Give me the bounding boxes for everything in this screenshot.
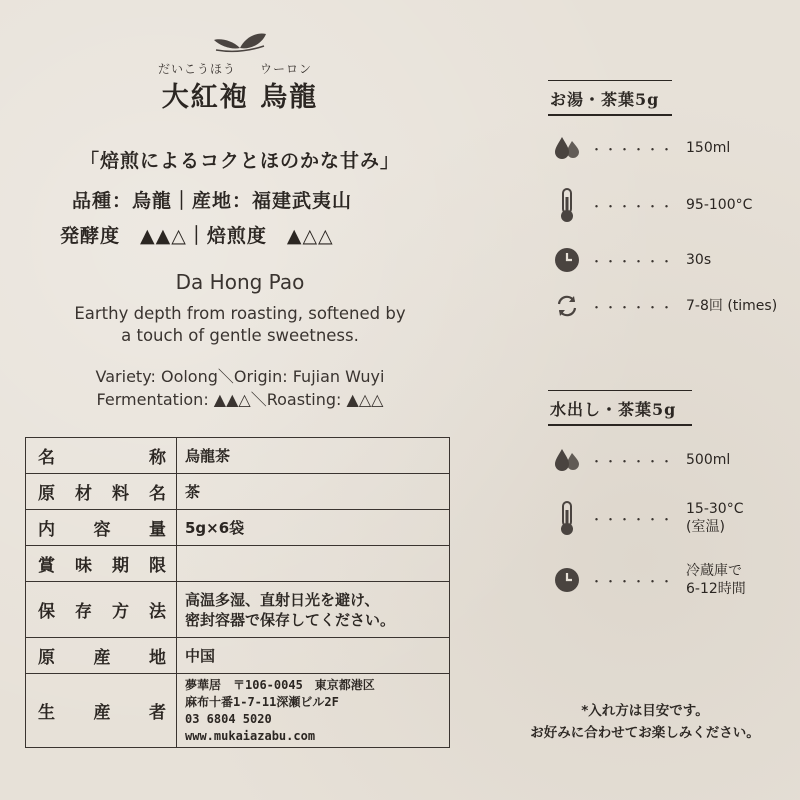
table-value (177, 638, 450, 674)
table-key-char: 内 (38, 520, 55, 540)
table-key-chars (38, 597, 166, 622)
table-value-line: 麻布十番1-7-11深瀬ビル2F (185, 694, 339, 709)
thermometer-icon (552, 500, 582, 536)
product-name: 大紅袍 烏龍 (161, 82, 319, 113)
table-row (26, 438, 450, 474)
hot-brew-row (552, 185, 792, 225)
table-value-line: 5g×6袋 (185, 518, 245, 537)
note-line: *入れ方は目安です。 (581, 703, 709, 719)
cold-brew-row (552, 560, 792, 600)
brew-value (686, 500, 743, 536)
leader-dots: ・・・・・・ (590, 454, 675, 470)
table-key-char: 法 (149, 602, 166, 622)
leader-dots: ・・・・・・ (590, 574, 675, 590)
leader-dots: ・・・・・・ (590, 142, 675, 158)
leader-dots: ・・・・・・ (590, 199, 675, 215)
spec-line-variety: 品種：烏龍｜産地：福建武夷山 (72, 190, 353, 212)
table-key-char: 方 (112, 602, 129, 622)
label-table (25, 437, 450, 748)
clock-icon (552, 562, 582, 598)
thermometer-icon (552, 187, 582, 223)
table-key-char: 称 (149, 448, 166, 468)
table-key-chars (38, 551, 166, 576)
table-key-char: 地 (149, 648, 166, 668)
ruby-left: だいこうほう (158, 62, 237, 76)
table-key-char: 材 (75, 484, 92, 504)
refresh-icon (552, 288, 582, 324)
table-key-char: 期 (112, 556, 129, 576)
table-value-line: www.mukaiazabu.com (185, 728, 316, 743)
table-key-char: 量 (149, 520, 166, 540)
brew-value (686, 196, 752, 214)
table-key-char: 保 (38, 602, 55, 622)
table-key-char: 産 (93, 648, 111, 668)
cold-brew-row (552, 498, 792, 538)
cold-heading-box (548, 397, 692, 426)
english-variety-line: Variety: Oolong＼Origin: Fujian Wuyi (95, 367, 385, 386)
hot-brew-row (552, 286, 792, 326)
table-key (26, 674, 177, 748)
clock-icon (552, 242, 582, 278)
table-key (26, 638, 177, 674)
note-line: お好みに合わせてお楽しみください。 (530, 725, 760, 741)
english-desc-line: Earthy depth from roasting, softened by (74, 304, 406, 323)
brew-value-line: 500ml (686, 452, 731, 468)
brew-value (686, 251, 711, 269)
table-key-char: 者 (149, 703, 166, 723)
table-key-chars (38, 443, 166, 468)
table-value (177, 674, 450, 748)
table-key-char: 存 (75, 602, 92, 622)
leader-dots: ・・・・・・ (590, 512, 675, 528)
english-title: Da Hong Pao (175, 270, 305, 294)
brew-value-line: 6-12時間 (686, 581, 746, 597)
ruby-right: ウーロン (260, 62, 313, 76)
leader-dots: ・・・・・・ (590, 254, 675, 270)
brew-value (686, 139, 730, 157)
tea-leaf-logo (210, 26, 270, 54)
table-value (177, 510, 450, 546)
brew-value-line: 7-8回 (times) (686, 298, 778, 314)
catchphrase: 「焙煎によるコクとほのかな甘み」 (79, 150, 400, 172)
brew-value-line: 冷蔵庫で (686, 563, 743, 579)
table-key-char: 生 (38, 703, 55, 723)
brewing-note (500, 700, 790, 744)
brew-value (686, 562, 746, 598)
table-key-char: 容 (93, 520, 111, 540)
table-value (177, 438, 450, 474)
table-row (26, 582, 450, 638)
table-key-char: 料 (112, 484, 129, 504)
table-key (26, 510, 177, 546)
table-row (26, 474, 450, 510)
table-key-char: 原 (38, 648, 55, 668)
table-value-line: 茶 (185, 482, 201, 501)
table-value-line: 密封容器で保存してください。 (185, 610, 396, 629)
hot-brew-row (552, 128, 792, 168)
table-key (26, 546, 177, 582)
cold-brew-row (552, 440, 792, 480)
leader-dots: ・・・・・・ (590, 300, 675, 316)
table-value-line: 03 6804 5020 (185, 711, 272, 726)
hot-heading-box (548, 87, 672, 116)
table-value (177, 546, 450, 582)
table-key-chars (38, 515, 166, 540)
table-key-char: 味 (75, 556, 92, 576)
table-value-line: 夢華居 〒106-0045 東京都港区 (185, 677, 375, 692)
table-key (26, 474, 177, 510)
table-row (26, 510, 450, 546)
cold-heading: 水出し・茶葉5g (548, 397, 692, 426)
table-key (26, 438, 177, 474)
brew-value-line: 30s (686, 252, 712, 268)
table-key-char: 産 (93, 703, 111, 723)
table-key-char: 名 (149, 484, 166, 504)
english-ferment-line: Fermentation: ▲▲△＼Roasting: ▲△△ (96, 390, 384, 409)
spec-line-ferment: 発酵度 ▲▲△｜焙煎度 ▲△△ (60, 225, 334, 247)
table-key-chars (38, 479, 166, 504)
table-value-line: 中国 (185, 646, 216, 665)
table-key-char: 賞 (38, 556, 55, 576)
table-key-char: 限 (149, 556, 166, 576)
table-value (177, 582, 450, 638)
table-key-chars (38, 643, 166, 668)
english-description (20, 303, 460, 347)
table-key-chars (38, 698, 166, 723)
brew-value (686, 451, 730, 469)
table-key-char: 名 (38, 448, 55, 468)
table-key (26, 582, 177, 638)
table-value-line: 高温多湿、直射日光を避け、 (185, 590, 380, 609)
english-desc-line: a touch of gentle sweetness. (121, 326, 359, 345)
brew-value-line: (室温) (686, 519, 725, 535)
table-value (177, 474, 450, 510)
table-key-char: 原 (38, 484, 55, 504)
table-row (26, 546, 450, 582)
water-drops-icon (552, 130, 582, 166)
table-value-line: 烏龍茶 (185, 446, 231, 465)
water-drops-icon (552, 442, 582, 478)
table-row (26, 638, 450, 674)
hot-brew-row (552, 240, 792, 280)
brew-value-line: 15-30°C (686, 501, 744, 517)
brew-value-line: 150ml (686, 140, 731, 156)
hot-heading: お湯・茶葉5g (548, 87, 672, 116)
brew-value-line: 95-100°C (686, 197, 753, 213)
table-row (26, 674, 450, 748)
brew-value (686, 297, 777, 315)
